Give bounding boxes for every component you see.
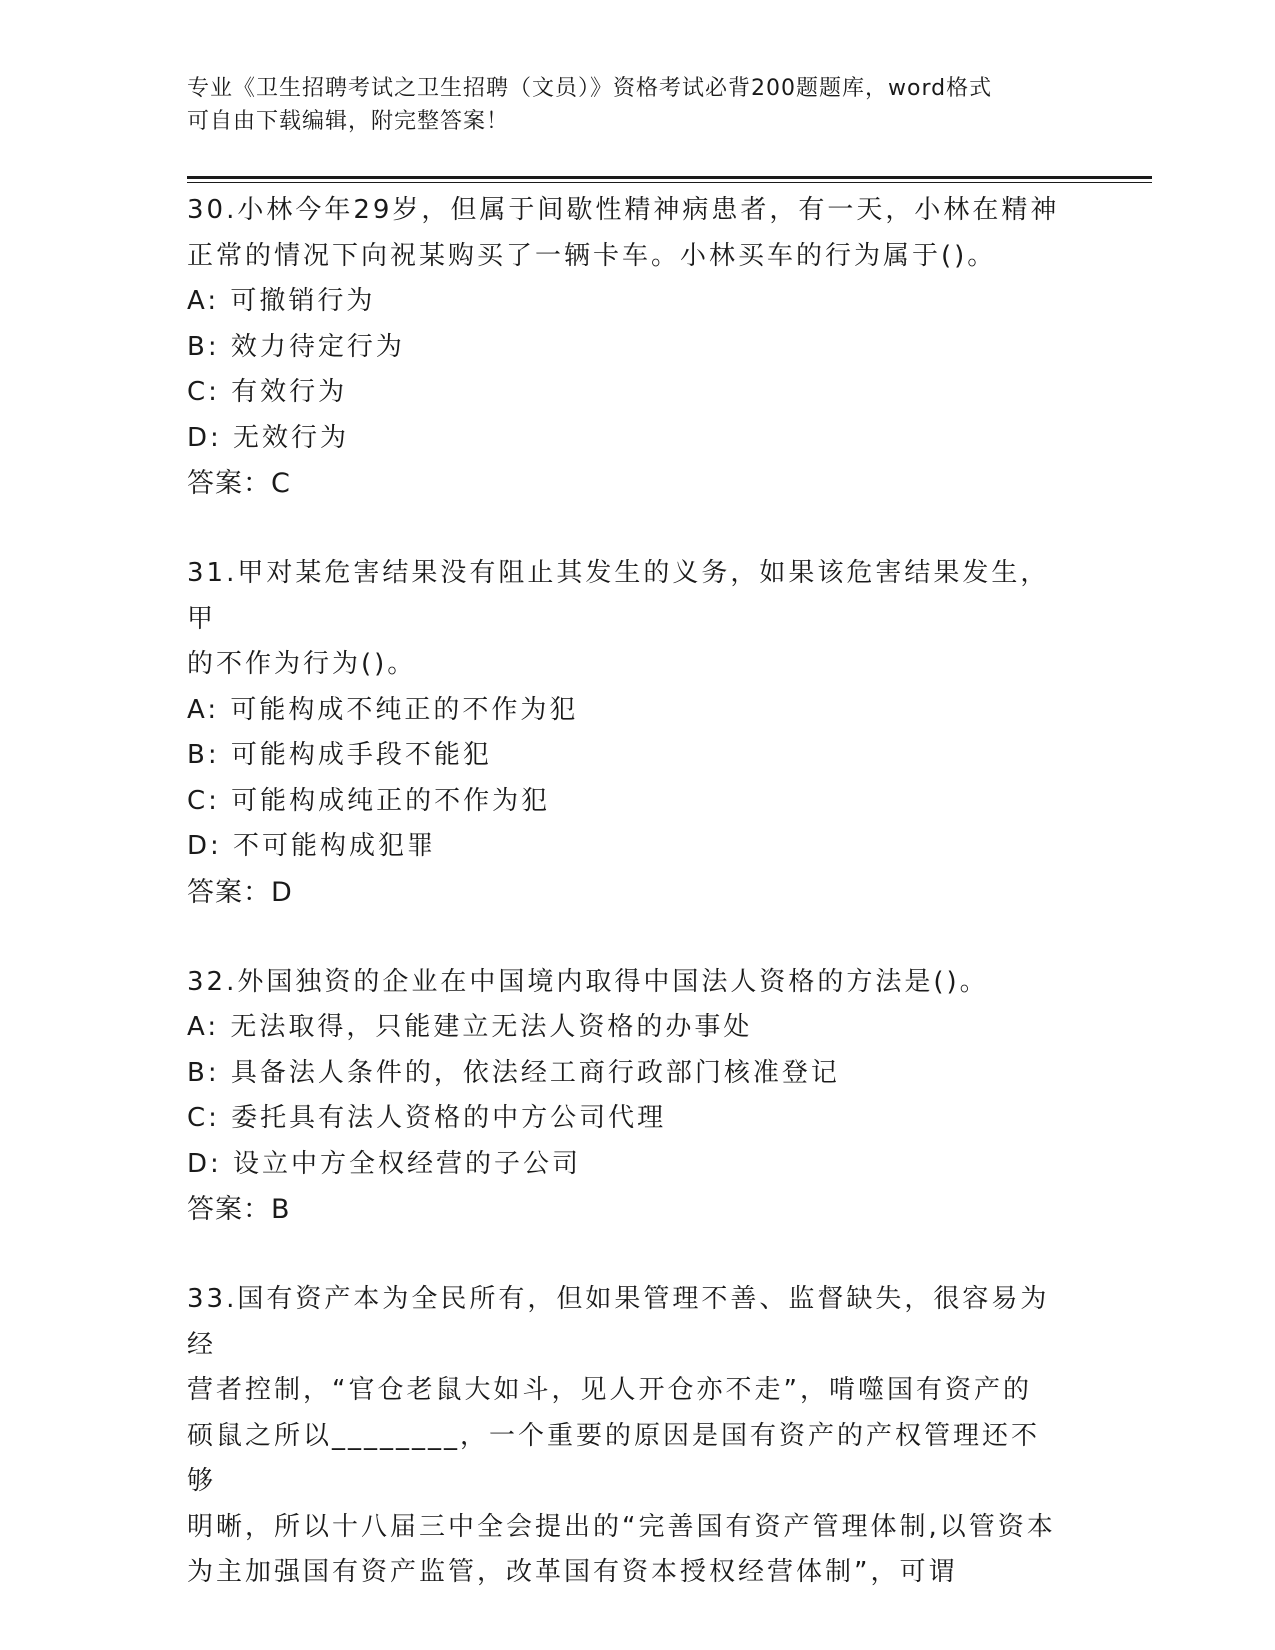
- question-text-line: 硕鼠之所以________，一个重要的原因是国有资产的产权管理还不够: [187, 1420, 1041, 1496]
- option-d: D: 无效行为: [187, 422, 350, 453]
- option-d: D: 不可能构成犯罪: [187, 831, 437, 861]
- question-32: [187, 960, 1067, 1234]
- option-c: C: 有效行为: [187, 377, 348, 407]
- answer-label: 答案：B: [187, 1194, 291, 1225]
- option-b: B: 具备法人条件的，依法经工商行政部门核准登记: [187, 1057, 840, 1088]
- question-text-line: 32.外国独资的企业在中国境内取得中国法人资格的方法是()。: [187, 966, 989, 997]
- option-a: A: 无法取得，只能建立无法人资格的办事处: [187, 1012, 753, 1042]
- option-b: B: 效力待定行为: [187, 331, 405, 362]
- question-text-line: 营者控制，“官仓老鼠大如斗，见人开仓亦不走”，啃噬国有资产的: [187, 1375, 1032, 1405]
- question-text-line: 的不作为行为()。: [187, 649, 417, 679]
- question-list: [187, 188, 1067, 1640]
- answer-label: 答案：C: [187, 468, 291, 499]
- question-text-line: 30.小林今年29岁，但属于间歇性精神病患者，有一天，小林在精神: [187, 195, 1060, 225]
- header-rule-thin: [187, 182, 1152, 183]
- option-a: A: 可撤销行为: [187, 286, 376, 316]
- question-text-line: 明晰，所以十八届三中全会提出的“完善国有资产管理体制,以管资本: [187, 1511, 1056, 1542]
- option-a: A: 可能构成不纯正的不作为犯: [187, 694, 579, 725]
- question-30: [187, 188, 1067, 507]
- option-c: C: 委托具有法人资格的中方公司代理: [187, 1103, 667, 1133]
- question-text-line: 为主加强国有资产监管，改革国有资本授权经营体制”，可谓: [187, 1557, 958, 1587]
- option-b: B: 可能构成手段不能犯: [187, 740, 492, 770]
- question-text-line: 31.甲对某危害结果没有阻止其发生的义务，如果该危害结果发生，甲: [187, 558, 1050, 634]
- answer-label: 答案：D: [187, 876, 293, 908]
- option-c: C: 可能构成纯正的不作为犯: [187, 785, 551, 816]
- question-text-line: 33.国有资产本为全民所有，但如果管理不善、监督缺失，很容易为经: [187, 1284, 1050, 1360]
- question-31: [187, 551, 1067, 916]
- header-line-2: 可自由下载编辑，附完整答案！: [187, 109, 510, 134]
- header-line-1: 专业《卫生招聘考试之卫生招聘（文员）》资格考试必背200题题库，word格式: [187, 76, 993, 101]
- question-text-line: 正常的情况下向祝某购买了一辆卡车。小林买车的行为属于()。: [187, 240, 997, 271]
- header-rule-thick: [187, 176, 1152, 179]
- option-d: D: 设立中方全权经营的子公司: [187, 1148, 582, 1179]
- question-33: [187, 1277, 1067, 1596]
- document-header: [187, 72, 1067, 138]
